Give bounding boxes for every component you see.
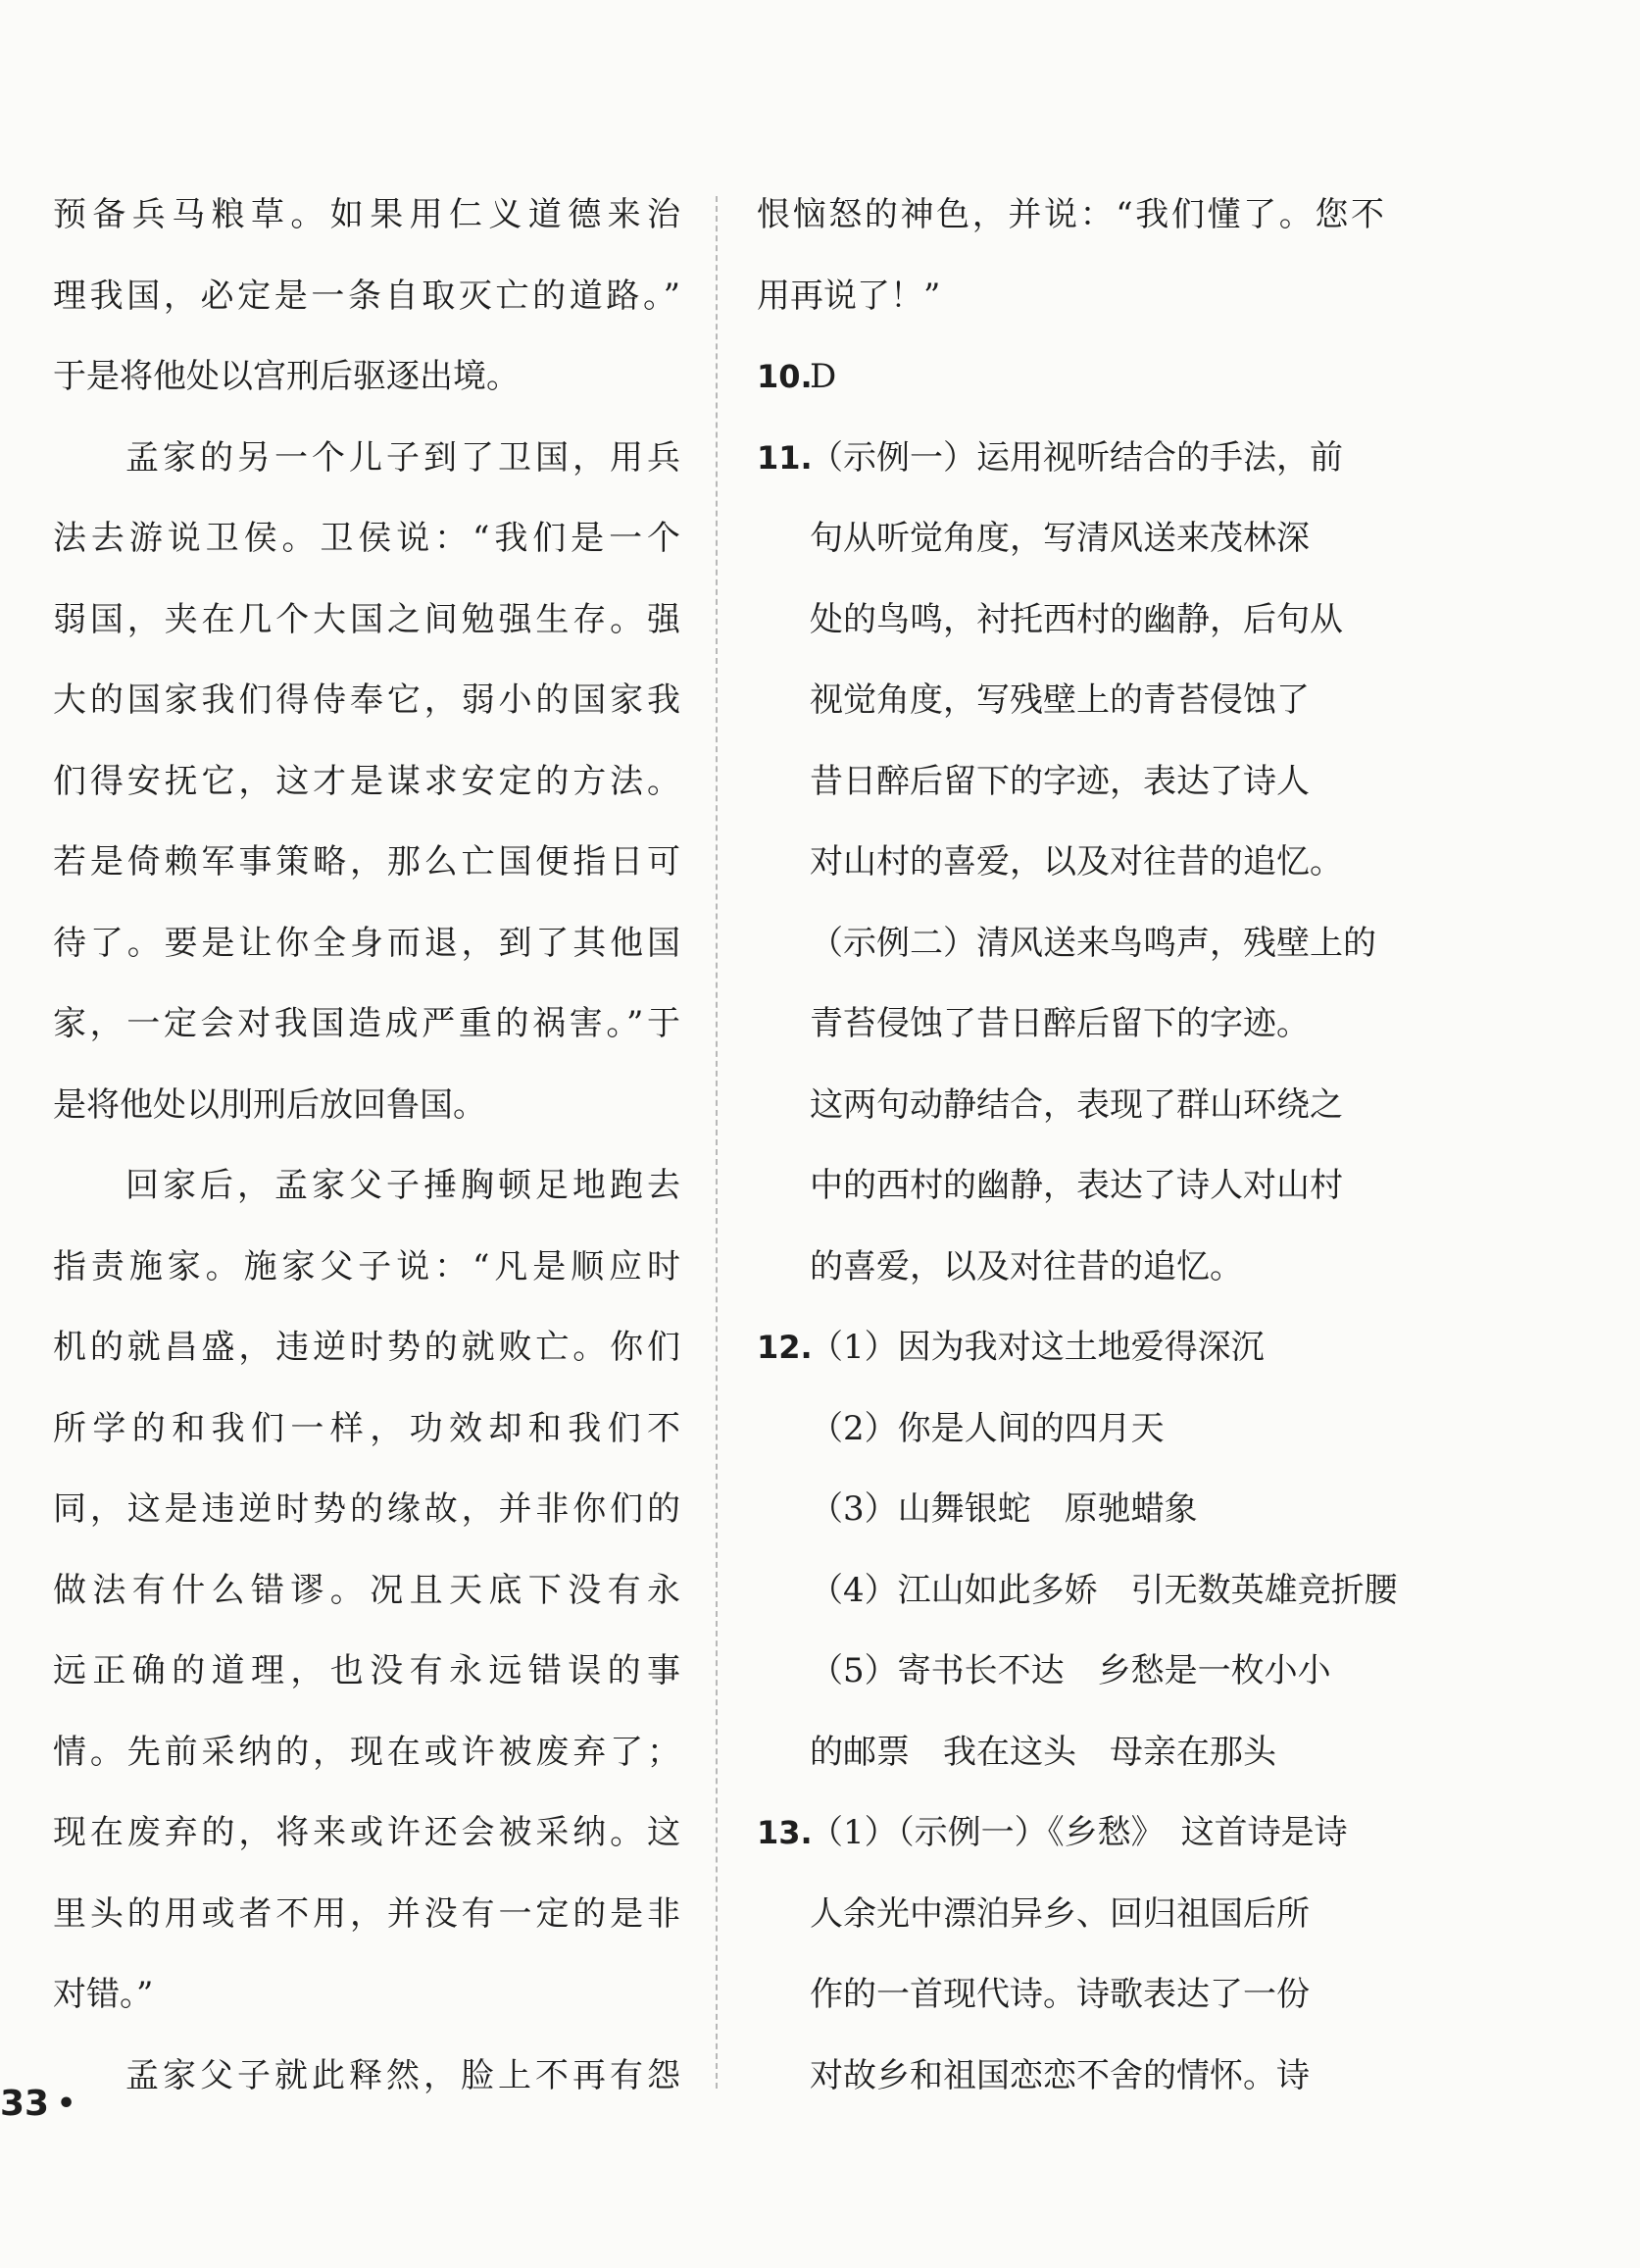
answer-line: 这两句动静结合，表现了群山环绕之: [810, 1084, 1343, 1125]
text-line: 机的就昌盛，违逆时势的就败亡。你们: [53, 1328, 680, 1367]
text-line: 现在废弃的，将来或许还会被采纳。这: [53, 1813, 680, 1852]
answer-line: [757, 418, 1384, 499]
answer-text: 用再说了！”: [757, 276, 941, 316]
answer-text: （1）（示例一）《乡愁》 这首诗是诗: [810, 1813, 1348, 1852]
answer-line: （5）寄书长不达 乡愁是一枚小小: [810, 1651, 1331, 1690]
question-number: 11.: [757, 438, 813, 477]
text-line: 于是将他处以宫刑后驱逐出境。: [53, 357, 520, 396]
text-line: 所学的和我们一样，功效却和我们不: [53, 1408, 680, 1448]
answer-text: D: [810, 357, 837, 396]
text-line: 对错。”: [53, 1975, 154, 2014]
answer-line: [757, 1307, 1384, 1388]
text-line: 们得安抚它，这才是谋求安定的方法。: [53, 761, 680, 801]
text-line: 待了。要是让你全身而退，到了其他国: [53, 923, 680, 963]
answer-line: 的邮票 我在这头 母亲在那头: [810, 1732, 1276, 1772]
text-line: 家，一定会对我国造成严重的祸害。”于: [53, 1004, 680, 1043]
text-line: 预备兵马粮草。如果用仁义道德来治: [53, 195, 680, 234]
question-number: 13.: [757, 1814, 813, 1851]
answer-line: 人余光中漂泊异乡、回归祖国后所: [810, 1893, 1310, 1934]
page-number: 33: [0, 2084, 50, 2124]
answer-line: 的喜爱，以及对往昔的追忆。: [810, 1246, 1243, 1286]
question-number: 12.: [757, 1329, 813, 1366]
answer-line: （2）你是人间的四月天: [810, 1408, 1165, 1448]
text-line: 法去游说卫侯。卫侯说：“我们是一个: [53, 519, 680, 558]
text-line: 弱国，夹在几个大国之间勉强生存。强: [53, 599, 680, 639]
text-line: 做法有什么错谬。况且天底下没有永: [53, 1570, 680, 1610]
answer-line: [757, 336, 1384, 418]
answer-line: 句从听觉角度，写清风送来茂林深: [810, 519, 1310, 558]
text-line: 同，这是违逆时势的缘故，并非你们的: [53, 1489, 680, 1529]
text-line: 若是倚赖军事策略，那么亡国便指日可: [53, 842, 680, 882]
text-line: 远正确的道理，也没有永远错误的事: [53, 1651, 680, 1690]
text-line: 孟家的另一个儿子到了卫国，用兵: [125, 437, 680, 478]
answer-line: （示例二）清风送来鸟鸣声，残壁上的: [810, 923, 1376, 963]
answer-line: （4）江山如此多娇 引无数英雄竞折腰: [810, 1570, 1398, 1610]
answer-line: [757, 175, 1384, 256]
answer-line: 作的一首现代诗。诗歌表达了一份: [810, 1975, 1310, 2014]
answer-line: [757, 1792, 1384, 1874]
left-column: [53, 175, 680, 2116]
column-divider: [716, 196, 718, 2089]
answer-line: 昔日醉后留下的字迹，表达了诗人: [810, 761, 1310, 801]
answer-line: [757, 256, 1384, 337]
answer-line: 对故乡和祖国恋恋不舍的情怀。诗: [810, 2055, 1310, 2095]
answer-line: 处的鸟鸣，衬托西村的幽静，后句从: [810, 599, 1343, 639]
answer-line: （3）山舞银蛇 原驰蜡象: [810, 1489, 1198, 1529]
answer-line: 青苔侵蚀了昔日醉后留下的字迹。: [810, 1004, 1310, 1043]
text-line: 大的国家我们得侍奉它，弱小的国家我: [53, 680, 680, 720]
page-number-dot: •: [57, 2087, 76, 2121]
text-line: 里头的用或者不用，并没有一定的是非: [53, 1893, 680, 1934]
answer-text: （1）因为我对这土地爱得深沉: [810, 1328, 1265, 1367]
answer-line: 视觉角度，写残壁上的青苔侵蚀了: [810, 680, 1310, 720]
question-number: 10.: [757, 358, 813, 395]
answer-line: 中的西村的幽静，表达了诗人对山村: [810, 1166, 1343, 1205]
text-line: 理我国，必定是一条自取灭亡的道路。”: [53, 276, 680, 316]
text-line: 是将他处以刖刑后放回鲁国。: [53, 1084, 486, 1125]
text-line: 回家后，孟家父子捶胸顿足地跑去: [125, 1166, 680, 1205]
right-column: [757, 175, 1398, 2116]
text-line: 指责施家。施家父子说：“凡是顺应时: [53, 1246, 680, 1286]
text-line: 孟家父子就此释然，脸上不再有怨: [125, 2055, 680, 2095]
answer-text: 恨恼怒的神色，并说：“我们懂了。您不: [757, 195, 1384, 234]
answer-line: 对山村的喜爱，以及对往昔的追忆。: [810, 842, 1343, 882]
text-line: 情。先前采纳的，现在或许被废弃了；: [53, 1732, 680, 1772]
answer-text: （示例一）运用视听结合的手法，前: [810, 437, 1343, 478]
